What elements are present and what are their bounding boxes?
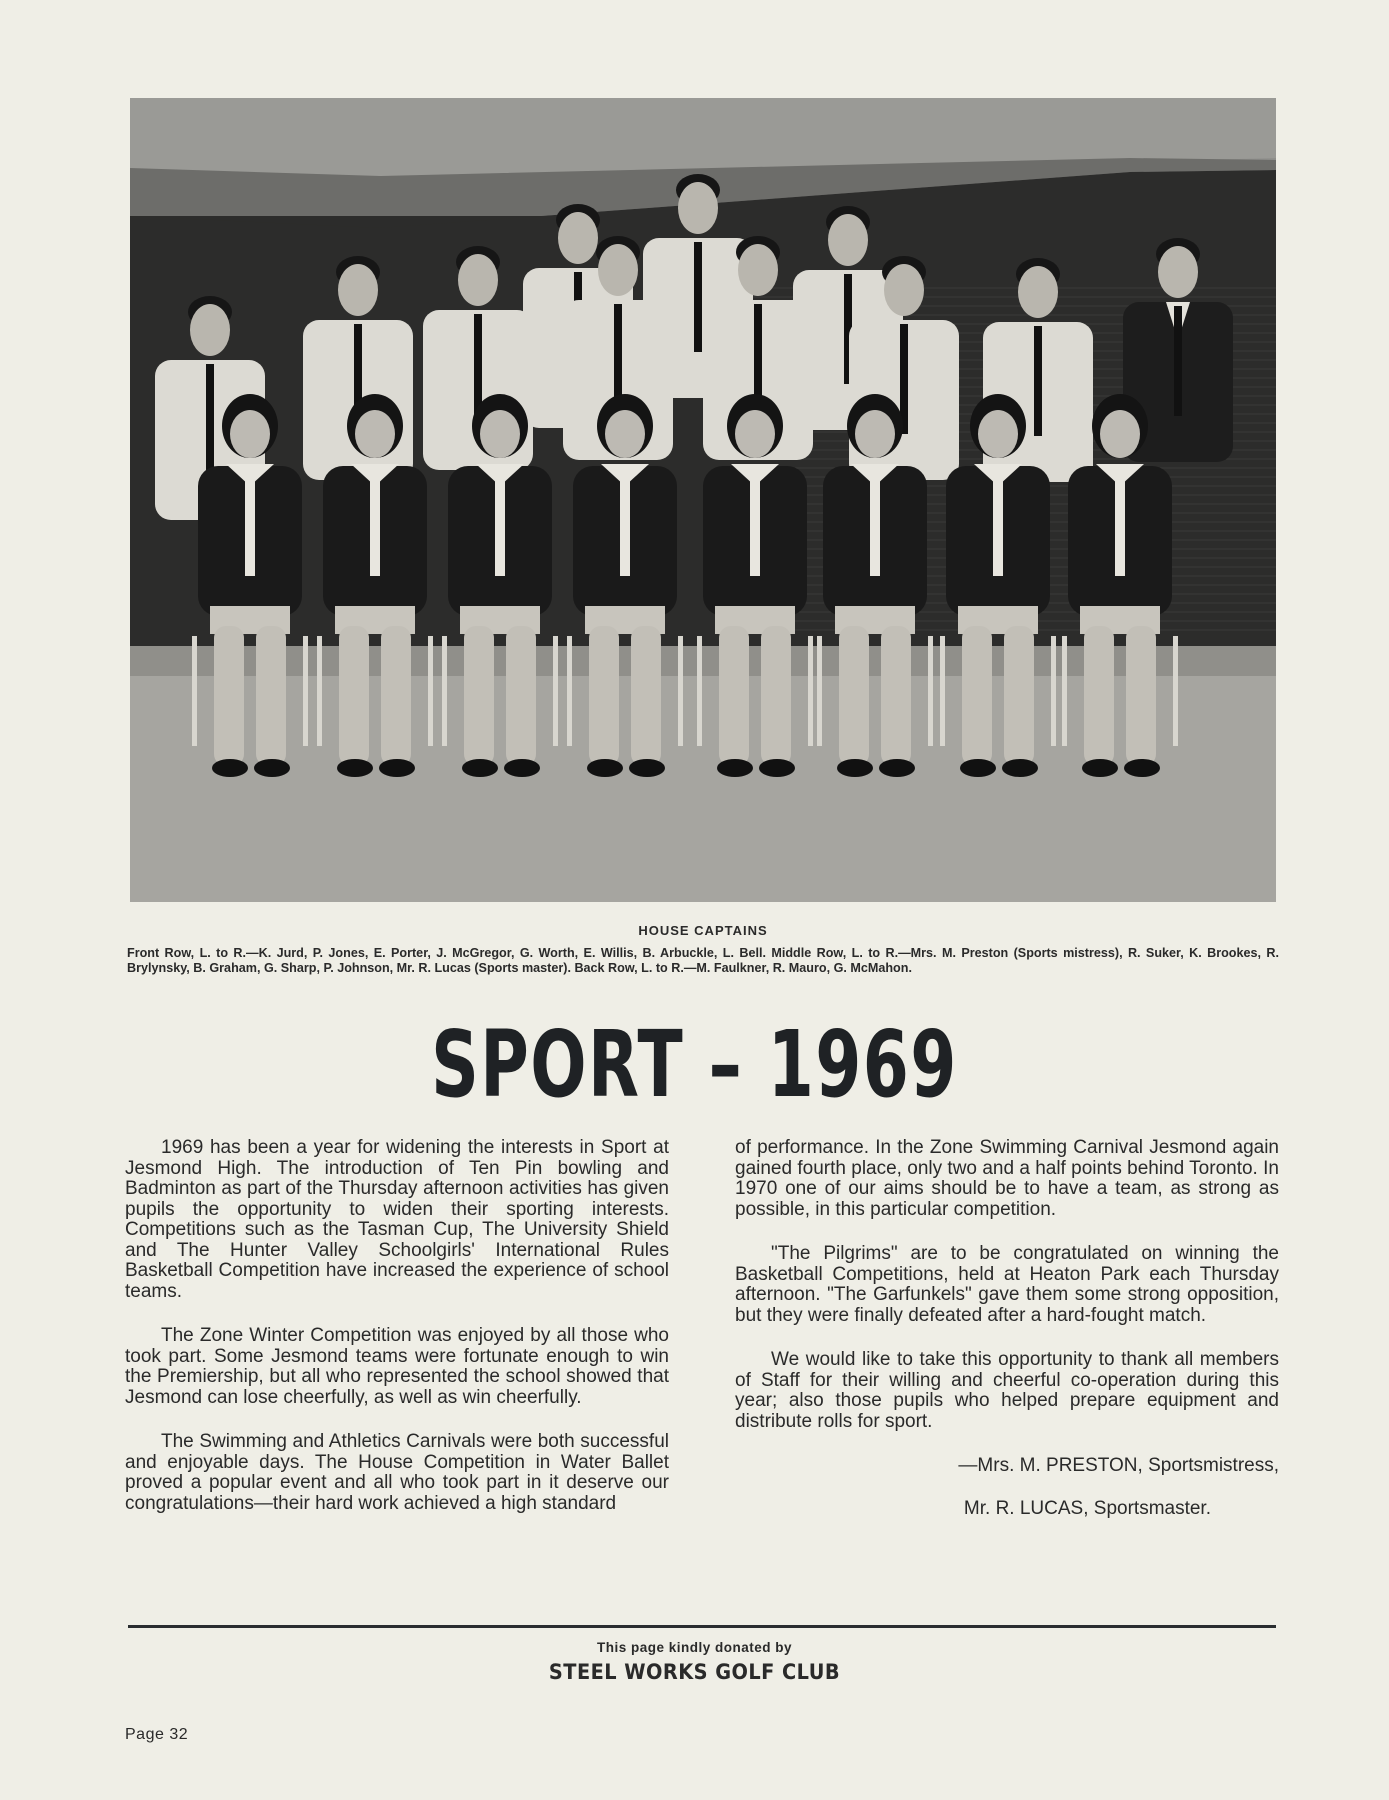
signature-sportsmaster: Mr. R. LUCAS, Sportsmaster. [963, 1497, 1211, 1519]
article-paragraph: 1969 has been a year for widening the interests in Sport at Jesmond High. The introduction of Ten Pin bowling and Badminton as part of the Thursday afternoon activities has given pupils the opportunity to widen their sporting interests. Competitions such as the Tasman Cup, The University Shield and The Hunter Valley Schoolgirls' International Rules Basketball Competition have increased the experience of school teams. [125, 1137, 669, 1302]
article-paragraph: The Zone Winter Competition was enjoyed by all those who took part. Some Jesmond teams were fortunate enough to win the Premiership, but all who represented the school showed that Jesmond can lose cheerfully, as well as win cheerfully. [125, 1325, 669, 1408]
photo-caption-title: HOUSE CAPTAINS [638, 923, 768, 938]
house-captains-photo [130, 98, 1276, 902]
photo-caption-text: Front Row, L. to R.—K. Jurd, P. Jones, E. Porter, J. McGregor, G. Worth, E. Willis, B. Arbuckle, L. Bell. Middle Row, L. to R.—Mrs. M. Preston (Sports mistress), R. Suker, K. Brookes, R. Brylynsky, B. Graham, G. Sharp, P. Johnson, Mr. R. Lucas (Sports master). Back Row, L. to R.—M. Faulkner, R. Mauro, G. McMahon. [127, 946, 1279, 975]
article-paragraph: "The Pilgrims" are to be congratulated on winning the Basketball Competitions, held at Heaton Park each Thursday afternoon. "The Garfunkels" gave them some strong opposition, but they were finally defeated after a hard-fought match. [735, 1243, 1279, 1326]
footer-divider [128, 1625, 1276, 1628]
article-column-left [125, 1138, 669, 1538]
donated-by-text: This page kindly donated by [596, 1640, 793, 1655]
article-paragraph: The Swimming and Athletics Carnivals were both successful and enjoyable days. The House Competition in Water Ballet proved a popular event and all who took part in it deserve our congratulations—their hard work achieved a high standard [125, 1431, 669, 1514]
article-paragraph: We would like to take this opportunity to thank all members of Staff for their willing and cheerful co-operation during this year; also those pupils who helped prepare equipment and distribute rolls for sport. [735, 1349, 1279, 1432]
article-paragraph-continued: of performance. In the Zone Swimming Carnival Jesmond again gained fourth place, only two and a half points behind Toronto. In 1970 one of our aims should be to have a team, as strong as possible, in this particular competition. [735, 1137, 1279, 1220]
article-headline: SPORT – 1969 [431, 1011, 958, 1118]
signature-sportsmistress: —Mrs. M. PRESTON, Sportsmistress, [958, 1455, 1279, 1476]
article-column-right [735, 1138, 1279, 1541]
page-number: Page 32 [125, 1726, 189, 1743]
photo-illustration [130, 98, 1276, 902]
sponsor-name: STEEL WORKS GOLF CLUB [548, 1660, 841, 1684]
